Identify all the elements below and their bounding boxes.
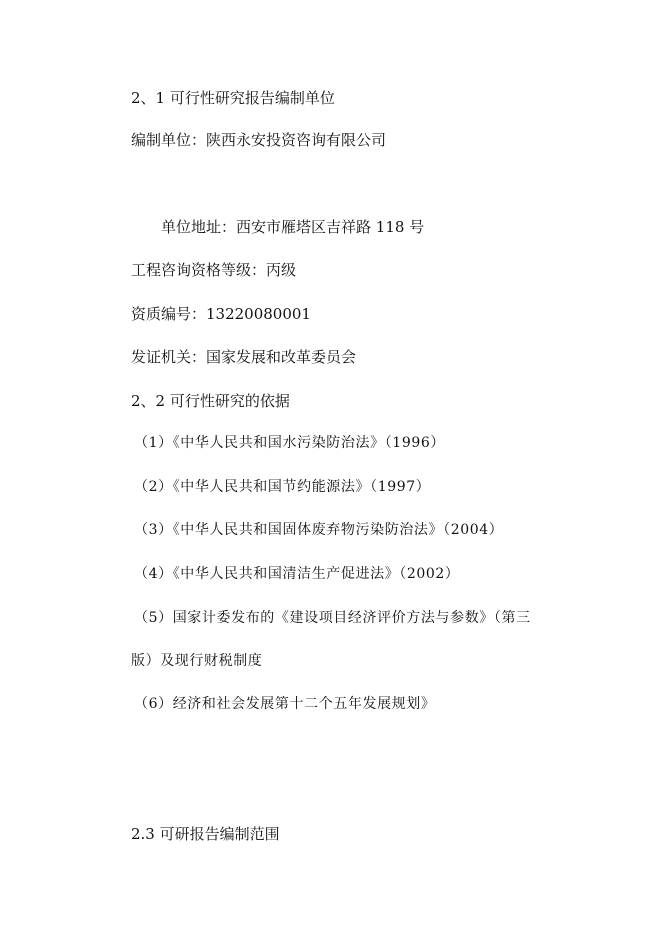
section-2-2-heading: 2、2 可行性研究的依据 [131,392,290,410]
basis-item-5: （5）国家计委发布的《建设项目经济评价方法与参数》（第三 [134,610,531,626]
issuing-authority-line: 发证机关：国家发展和改革委员会 [131,348,357,366]
section-2-3-heading: 2.3 可研报告编制范围 [131,825,280,843]
section-2-1-heading: 2、1 可行性研究报告编制单位 [131,89,335,107]
basis-item-3: （3）《中华人民共和国固体废弃物污染防治法》（2004） [134,522,504,538]
basis-item-2: （2）《中华人民共和国节约能源法》（1997） [134,479,431,495]
unit-address-line: 单位地址：西安市雁塔区吉祥路 118 号 [161,218,425,236]
basis-item-1: （1）《中华人民共和国水污染防治法》（1996） [134,435,445,451]
consulting-grade-line: 工程咨询资格等级：丙级 [131,261,297,279]
basis-item-6: （6）经济和社会发展第十二个五年发展规划》 [134,696,436,712]
basis-item-5-continued: 版）及现行财税制度 [131,653,263,669]
compiler-unit-line: 编制单位：陕西永安投资咨询有限公司 [131,131,387,149]
basis-item-4: （4）《中华人民共和国清洁生产促进法》（2002） [134,566,460,582]
qualification-number-line: 资质编号：13220080001 [131,305,311,323]
